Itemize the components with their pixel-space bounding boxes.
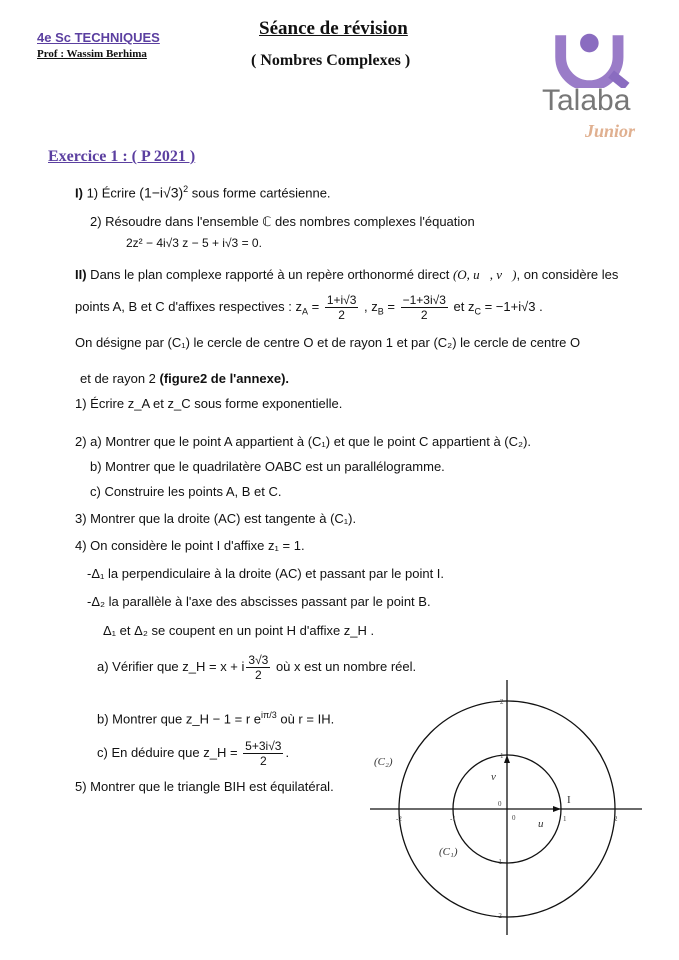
question-I-2: 2) Résoudre dans l'ensemble ℂ des nombres complexes l'équation bbox=[90, 214, 475, 229]
tick-label: -1 bbox=[450, 815, 456, 823]
sub: C bbox=[474, 306, 481, 317]
origin-label: 0 bbox=[512, 814, 516, 822]
class-label: 4e Sc TECHNIQUES bbox=[37, 30, 160, 45]
fraction bbox=[243, 739, 283, 768]
question-4b bbox=[97, 707, 334, 727]
text: = bbox=[307, 299, 323, 314]
figure-circles bbox=[360, 675, 660, 945]
text: = bbox=[383, 299, 399, 314]
text: points A, B et C d'affixes respectives : z bbox=[75, 299, 302, 314]
text: sous forme cartésienne. bbox=[188, 185, 331, 201]
text: 1) Écrire bbox=[82, 185, 140, 201]
circles-definition-cont bbox=[80, 371, 289, 387]
figure-ref: (figure2 de l'annexe). bbox=[159, 371, 290, 386]
exponent: iπ/3 bbox=[261, 710, 277, 720]
equation: 2z² − 4i√3 z − 5 + i√3 = 0. bbox=[126, 236, 262, 250]
c2-label: (C₂) bbox=[374, 756, 393, 768]
numerator: −1+3i√3 bbox=[402, 293, 446, 308]
question-2b: b) Montrer que le quadrilatère OABC est un parallélogramme. bbox=[90, 459, 445, 474]
c1-label: (C₁) bbox=[439, 846, 458, 858]
fraction bbox=[246, 653, 270, 682]
logo-subtext: Junior bbox=[585, 121, 636, 141]
text: a) Vérifier que z_H = x + i bbox=[97, 659, 245, 674]
question-1: 1) Écrire z_A et z_C sous forme exponentielle. bbox=[75, 396, 343, 411]
math-exponent: 2 bbox=[183, 184, 189, 194]
tick-label: 1 bbox=[563, 815, 567, 823]
fraction-zA bbox=[325, 293, 359, 322]
intersection-H: Δ₁ et Δ₂ se coupent en un point H d'affixe z_H . bbox=[103, 623, 375, 638]
denominator: 2 bbox=[255, 668, 262, 683]
question-4: 4) On considère le point I d'affixe z₁ = 1. bbox=[75, 538, 305, 553]
delta1-definition: -Δ₁ la perpendiculaire à la droite (AC) et passant par le point I. bbox=[87, 566, 445, 581]
delta2-definition: -Δ₂ la parallèle à l'axe des abscisses passant par le point B. bbox=[87, 594, 431, 609]
logo-text: Talaba bbox=[542, 84, 631, 117]
sub: B bbox=[377, 306, 384, 317]
tick-label: -2 bbox=[396, 815, 402, 823]
math: (O, u⃗, v⃗) bbox=[452, 267, 517, 282]
text: b) Montrer que z_H − 1 = r e bbox=[97, 711, 262, 727]
numerator: 5+3i√3 bbox=[245, 739, 282, 754]
denominator: 2 bbox=[259, 754, 267, 769]
text: où r = IH. bbox=[276, 711, 335, 727]
logo bbox=[535, 26, 660, 151]
text: et z bbox=[449, 299, 475, 314]
text: où x est un nombre réel. bbox=[272, 659, 417, 674]
prof-label: Prof : Wassim Berhima bbox=[37, 48, 147, 60]
question-5: 5) Montrer que le triangle BIH est équilatéral. bbox=[75, 779, 334, 794]
part-label: II) bbox=[75, 267, 87, 282]
question-2a: 2) a) Montrer que le point A appartient à (C₁) et que le point C appartient à (C₂). bbox=[75, 434, 532, 449]
fraction-zB bbox=[401, 293, 448, 322]
question-3: 3) Montrer que la droite (AC) est tangente à (C₁). bbox=[75, 511, 357, 526]
sub: A bbox=[301, 306, 308, 317]
tick-label: -1 bbox=[496, 858, 502, 866]
text: , z bbox=[360, 299, 378, 314]
text: c) En déduire que z_H = bbox=[97, 745, 242, 760]
question-4c bbox=[97, 738, 289, 768]
page-title: Séance de révision bbox=[259, 18, 408, 39]
point-I-label: I bbox=[567, 794, 571, 806]
tick-label: 2 bbox=[614, 815, 618, 823]
text: , on considère les bbox=[516, 267, 619, 282]
v-arrow-icon bbox=[504, 755, 510, 763]
logo-mark-icon bbox=[535, 26, 660, 88]
text: = −1+i√3 . bbox=[480, 299, 543, 314]
question-2c: c) Construire les points A, B et C. bbox=[90, 484, 282, 499]
exercise-title: Exercice 1 : ( P 2021 ) bbox=[48, 148, 196, 165]
numerator: 1+i√3 bbox=[326, 293, 357, 308]
text: et de rayon 2 bbox=[80, 371, 160, 386]
origin-label: 0 bbox=[498, 800, 502, 808]
tick-label: 2 bbox=[500, 698, 504, 706]
numerator: 3√3 bbox=[248, 653, 269, 668]
points-affixes bbox=[75, 292, 543, 327]
circles-definition: On désigne par (C₁) le cercle de centre O et de rayon 1 et par (C₂) le cercle de centre O bbox=[75, 335, 581, 350]
u-label: u⃗ bbox=[538, 818, 553, 830]
question-I-1 bbox=[75, 181, 331, 201]
tick-label: -2 bbox=[496, 912, 502, 920]
u-arrow-icon bbox=[553, 806, 561, 812]
text: . bbox=[285, 745, 290, 760]
question-II-intro bbox=[75, 267, 618, 283]
v-label: v⃗ bbox=[491, 771, 505, 783]
math: (1−i√3) bbox=[139, 184, 184, 201]
part-label: I) bbox=[75, 185, 83, 201]
denominator: 2 bbox=[338, 308, 345, 323]
tick-label: 1 bbox=[500, 752, 504, 760]
denominator: 2 bbox=[420, 308, 428, 323]
page-subtitle: ( Nombres Complexes ) bbox=[251, 52, 411, 69]
text: Dans le plan complexe rapporté à un repère orthonormé direct bbox=[86, 267, 453, 282]
